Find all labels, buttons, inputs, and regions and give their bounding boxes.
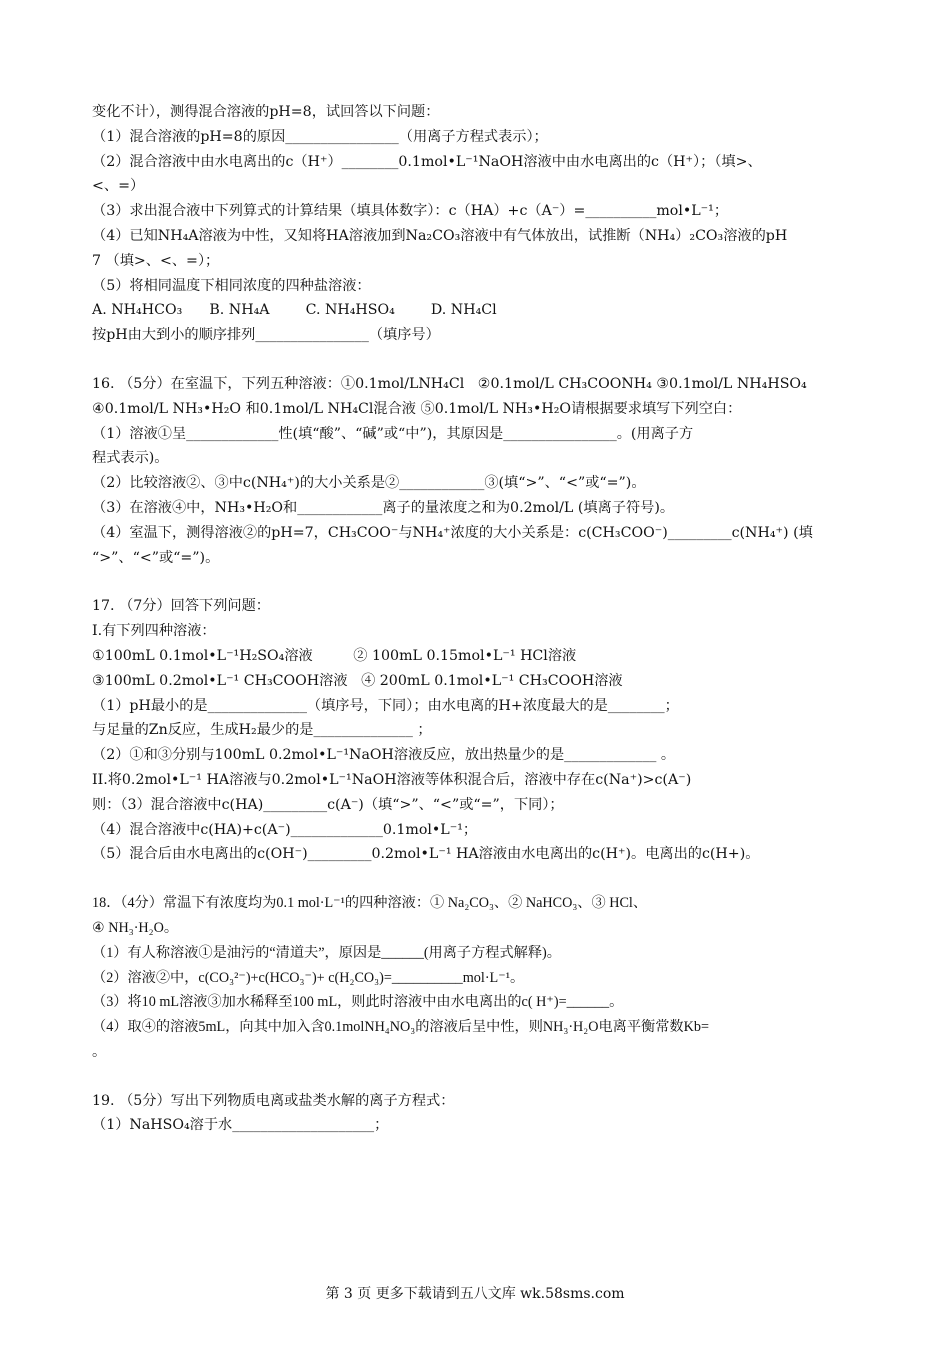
- text-line: （1）pH最小的是______________（填序号，下同）；由水电离的H+浓度最大的是________；: [92, 697, 679, 714]
- question-15-continued: [92, 100, 862, 348]
- text-line: I.有下列四种溶液：: [92, 623, 216, 640]
- text-line: 19. （5分）写出下列物质电离或盐类水解的离子方程式：: [92, 1092, 455, 1109]
- text-line: 7 （填>、<、=）；: [92, 252, 220, 269]
- text-line: <、=）: [92, 178, 145, 195]
- text-line: 16. （5分）在室温下，下列五种溶液：①0.1mol/LNH₄Cl ②0.1mol/L CH₃COONH₄ ③0.1mol/L NH₄HSO₄: [92, 375, 807, 392]
- text-line: “>”、“<”或“=”)。: [92, 549, 220, 566]
- text-line: ④0.1mol/L NH₃•H₂O 和0.1mol/L NH₄Cl混合液 ⑤0.1mol/L NH₃•H₂O请根据要求填写下列空白：: [92, 400, 742, 417]
- text-line: ④ NH₃·H₂O。: [92, 919, 179, 936]
- text-line: （1）NaHSO₄溶于水____________________；: [92, 1117, 389, 1134]
- text-line: 17. （7分）回答下列问题：: [92, 598, 270, 615]
- question-18: [92, 891, 862, 1065]
- text-line: （2）溶液②中，c(CO₃²⁻)+c(HCO₃⁻)+ c(H₂CO₃)=__________mol·L⁻¹。: [92, 969, 525, 986]
- text-line: 变化不计），测得混合溶液的pH=8，试回答以下问题：: [92, 104, 440, 120]
- page-content: [92, 100, 862, 1138]
- text-line: （1）有人称溶液①是油污的“清道夫”，原因是______(用离子方程式解释)。: [92, 944, 561, 961]
- text-line: （5）混合后由水电离出的c(OH⁻)_________0.2mol•L⁻¹ HA溶液由水电离出的c(H⁺)。电离出的c(H+)。: [92, 846, 760, 863]
- text-line: （1）混合溶液的pH=8的原因________________（用离子方程式表示）；: [92, 128, 548, 145]
- text-line: （4）取④的溶液5mL，向其中加入含0.1molNH₄NO₃的溶液后呈中性，则NH₃·H₂O电离平衡常数Kb=: [92, 1019, 709, 1036]
- text-line: （4）室温下，测得溶液②的pH=7，CH₃COO⁻与NH₄⁺浓度的大小关系是：c(CH₃COO⁻)_________c(NH₄⁺) (填: [92, 524, 813, 541]
- text-line: ③100mL 0.2mol•L⁻¹ CH₃COOH溶液 ④ 200mL 0.1mol•L⁻¹ CH₃COOH溶液: [92, 672, 623, 689]
- text-line: 程式表示)。: [92, 450, 169, 467]
- text-line: 18．（4分）常温下有浓度均为0.1 mol·L⁻¹的四种溶液：① Na₂CO₃、② NaHCO₃、③ HCl、: [92, 895, 648, 912]
- text-line: A. NH₄HCO₃ B. NH₄A C. NH₄HSO₄ D. NH₄Cl: [92, 302, 497, 319]
- text-line: 则：（3）混合溶液中c(HA)_________c(A⁻)（填“>”、“<”或“=”，下同）；: [92, 796, 564, 813]
- text-line: （4）已知NH₄A溶液为中性，又知将HA溶液加到Na₂CO₃溶液中有气体放出，试推断（NH₄）₂CO₃溶液的pH: [92, 227, 788, 244]
- text-line: 。: [92, 1043, 107, 1060]
- text-line: 按pH由大到小的顺序排列________________（填序号）: [92, 327, 440, 344]
- question-19: [92, 1089, 862, 1139]
- question-16: [92, 372, 862, 570]
- text-line: （1）溶液①呈_____________性(填“酸”、“碱”或“中”)，其原因是________________。(用离子方: [92, 425, 694, 442]
- text-line: II.将0.2mol•L⁻¹ HA溶液与0.2mol•L⁻¹NaOH溶液等体积混合后，溶液中存在c(Na⁺)>c(A⁻): [92, 771, 692, 788]
- text-line: （3）求出混合液中下列算式的计算结果（填具体数字）：c（HA）+c（A⁻）=__________mol•L⁻¹；: [92, 203, 729, 220]
- text-line: （3）在溶液④中，NH₃•H₂O和____________离子的量浓度之和为0.2mol/L (填离子符号)。: [92, 499, 675, 516]
- text-line: （2）①和③分别与100mL 0.2mol•L⁻¹NaOH溶液反应，放出热量少的是_____________ 。: [92, 747, 676, 764]
- text-line: ①100mL 0.1mol•L⁻¹H₂SO₄溶液 ② 100mL 0.15mol•L⁻¹ HCl溶液: [92, 647, 577, 664]
- text-line: （2）比较溶液②、③中c(NH₄⁺)的大小关系是②____________③(填“>”、“<”或“=”)。: [92, 475, 646, 492]
- text-line: （2）混合溶液中由水电离出的c（H⁺）________0.1mol•L⁻¹NaOH溶液中由水电离出的c（H⁺）；（填>、: [92, 153, 762, 170]
- page-footer: 第 3 页 更多下载请到五八文库 wk.58sms.com: [325, 1286, 625, 1302]
- question-17: [92, 594, 862, 867]
- text-line: （5）将相同温度下相同浓度的四种盐溶液：: [92, 277, 371, 294]
- text-line: （4）混合溶液中c(HA)+c(A⁻)_____________0.1mol•L⁻¹；: [92, 821, 478, 838]
- text-line: （3）将10 mL溶液③加水稀释至100 mL，则此时溶液中由水电离出的c( H⁺)=______。: [92, 994, 624, 1011]
- text-line: 与足量的Zn反应，生成H₂最少的是______________ ；: [92, 722, 432, 739]
